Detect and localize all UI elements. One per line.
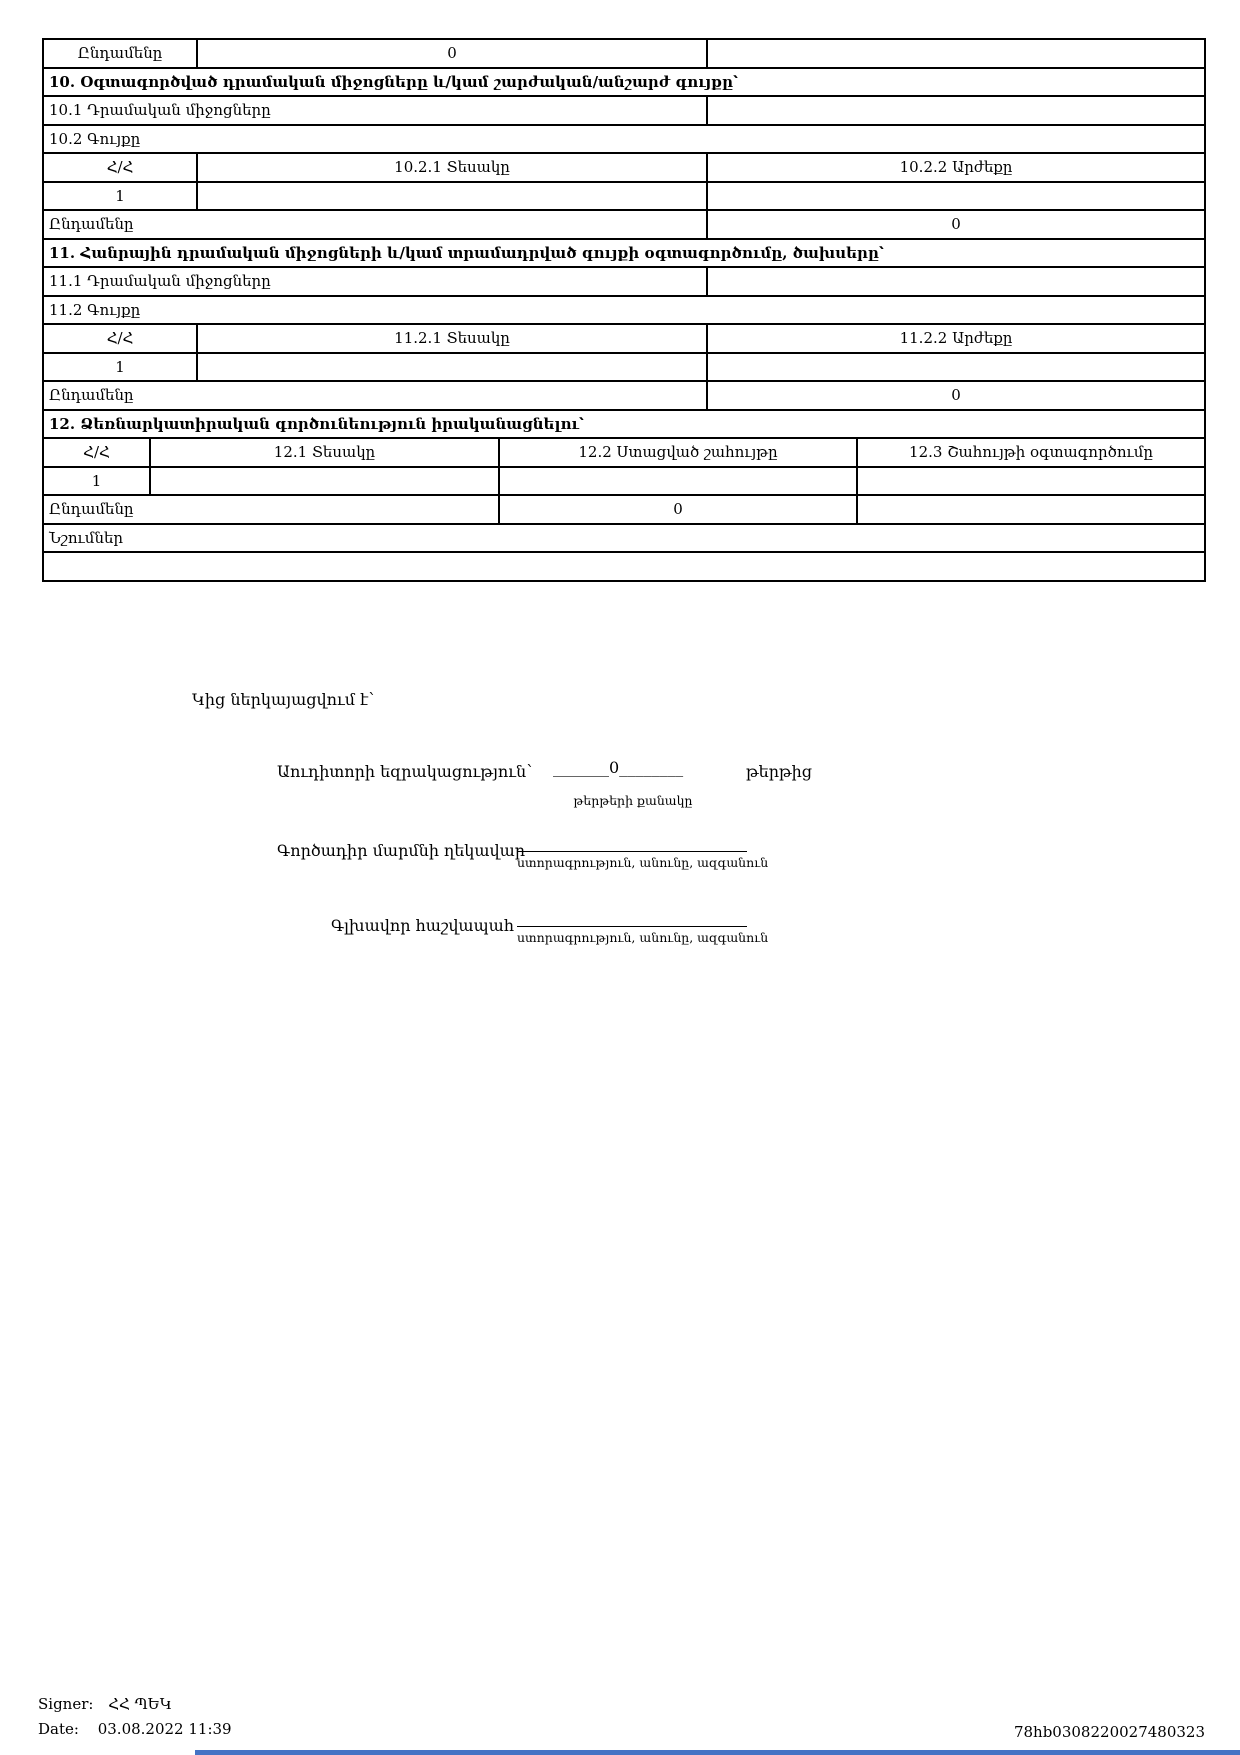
date-value: 03.08.2022 11:39 — [97, 1720, 232, 1738]
section-11-total-label: Ընդամենը — [43, 381, 707, 410]
section-12-total-label: Ընդամենը — [43, 495, 499, 524]
section-12-col-index: Հ/Հ — [43, 438, 150, 467]
section-11-total-value: 0 — [707, 381, 1205, 410]
table-row — [43, 381, 1205, 410]
table-row — [43, 239, 1205, 268]
attachment-intro: Կից ներկայացվում է՝ — [192, 690, 375, 709]
report-table — [42, 38, 1206, 582]
table-row — [43, 182, 1205, 211]
table-row — [43, 39, 1205, 68]
section-12-total-value: 0 — [499, 495, 857, 524]
table-row — [43, 410, 1205, 439]
section-10-sub1-label: 10.1 Դրամական միջոցները — [43, 96, 707, 125]
section-11-sub1-value-cell — [707, 267, 1205, 296]
table-row — [43, 438, 1205, 467]
section-11-header: 11. Հանրային դրամական միջոցների և/կամ տրամադրված գույքի օգտագործումը, ծախսերը՝ — [43, 239, 1205, 268]
chief-accountant-signature-line — [517, 926, 747, 927]
table-row — [43, 552, 1205, 581]
table-row — [43, 96, 1205, 125]
table-row — [43, 210, 1205, 239]
date-row — [38, 1720, 232, 1738]
chief-accountant-signature-caption: ստորագրություն, անունը, ազգանուն — [517, 930, 769, 945]
section-10-row-index: 1 — [43, 182, 197, 211]
section-11-type-cell — [197, 353, 707, 382]
section-12-header: 12. Ձեռնարկատիրական գործունեություն իրականացնելու՝ — [43, 410, 1205, 439]
section-10-sub2-label: 10.2 Գույքը — [43, 125, 1205, 154]
section-10-total-value: 0 — [707, 210, 1205, 239]
section-10-col-index: Հ/Հ — [43, 153, 197, 182]
notes-empty-cell — [43, 552, 1205, 581]
section-10-value-cell — [707, 182, 1205, 211]
table-row — [43, 324, 1205, 353]
signer-label: Signer: — [38, 1695, 94, 1713]
section-10-total-label: Ընդամենը — [43, 210, 707, 239]
sheets-count-caption: թերթերի քանակը — [573, 793, 693, 808]
executive-signature-line — [517, 851, 747, 852]
table-row — [43, 296, 1205, 325]
table-row — [43, 267, 1205, 296]
section-11-col-type: 11.2.1 Տեսակը — [197, 324, 707, 353]
section-12-total-empty-cell — [857, 495, 1205, 524]
auditor-sheets-value: _______0________ — [553, 758, 684, 777]
section-12-profit-cell — [499, 467, 857, 496]
section-12-col-type: 12.1 Տեսակը — [150, 438, 499, 467]
section-12-col-usage: 12.3 Շահույթի օգտագործումը — [857, 438, 1205, 467]
bottom-blue-bar — [195, 1750, 1240, 1755]
signer-row — [38, 1695, 172, 1713]
sheets-suffix-label: թերթից — [746, 762, 813, 781]
section-10-col-value: 10.2.2 Արժեքը — [707, 153, 1205, 182]
section-11-sub1-label: 11.1 Դրամական միջոցները — [43, 267, 707, 296]
document-code: 78hb0308220027480323 — [1013, 1723, 1205, 1741]
section-10-col-type: 10.2.1 Տեսակը — [197, 153, 707, 182]
section-10-type-cell — [197, 182, 707, 211]
signer-value: ՀՀ ՊԵԿ — [108, 1695, 172, 1713]
table-row — [43, 467, 1205, 496]
section-12-type-cell — [150, 467, 499, 496]
executive-signature-caption: ստորագրություն, անունը, ազգանուն — [517, 855, 769, 870]
notes-label: Նշումներ — [43, 524, 1205, 553]
section-12-usage-cell — [857, 467, 1205, 496]
table-row — [43, 68, 1205, 97]
section-10-header: 10. Օգտագործված դրամական միջոցները և/կամ շարժական/անշարժ գույքը՝ — [43, 68, 1205, 97]
section-11-col-index: Հ/Հ — [43, 324, 197, 353]
top-total-value: 0 — [197, 39, 707, 68]
table-row — [43, 125, 1205, 154]
section-11-col-value: 11.2.2 Արժեքը — [707, 324, 1205, 353]
section-12-col-profit: 12.2 Ստացված շահույթը — [499, 438, 857, 467]
table-row — [43, 153, 1205, 182]
executive-head-label: Գործադիր մարմնի ղեկավար — [277, 841, 526, 860]
date-label: Date: — [38, 1720, 79, 1738]
section-10-sub1-value-cell — [707, 96, 1205, 125]
top-total-empty-cell — [707, 39, 1205, 68]
section-11-value-cell — [707, 353, 1205, 382]
top-total-label: Ընդամենը — [43, 39, 197, 68]
table-row — [43, 353, 1205, 382]
section-11-sub2-label: 11.2 Գույքը — [43, 296, 1205, 325]
section-11-row-index: 1 — [43, 353, 197, 382]
table-row — [43, 524, 1205, 553]
chief-accountant-label: Գլխավոր հաշվապահ — [330, 916, 514, 935]
table-row — [43, 495, 1205, 524]
auditor-conclusion-label: Աուդիտորի եզրակացություն՝ — [277, 762, 533, 781]
section-12-row-index: 1 — [43, 467, 150, 496]
